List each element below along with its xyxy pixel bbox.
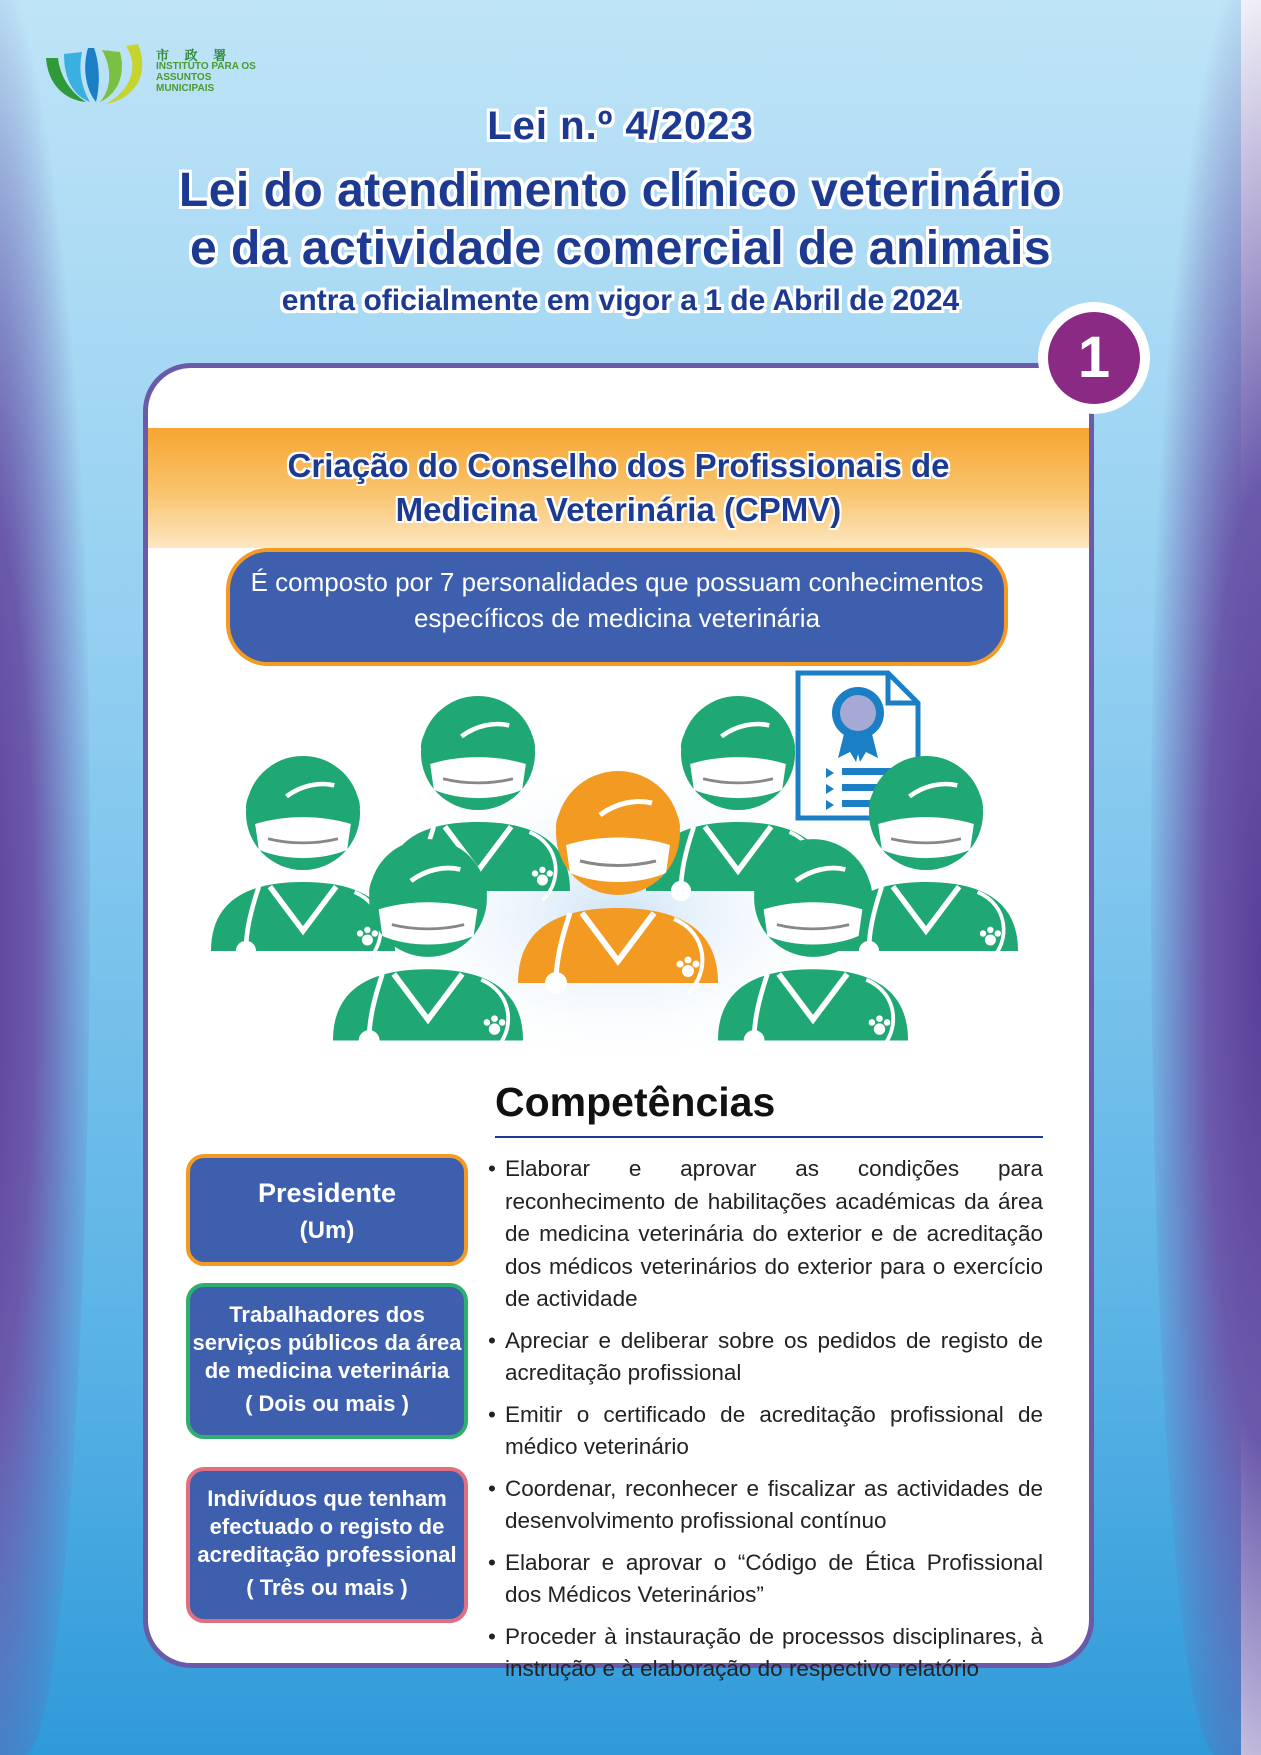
logo-pt-line2: ASSUNTOS MUNICIPAIS (156, 72, 215, 94)
role-public-workers (186, 1283, 468, 1439)
role-registered-line1: Indivíduos que tenham (207, 1486, 447, 1511)
effective-date-subtitle: entra oficialmente em vigor a 1 de Abril de 2024 (281, 284, 960, 317)
section-number: 1 (1048, 312, 1140, 404)
role-public-workers-line3: de medicina veterinária (204, 1358, 450, 1383)
veterinarians-illustration (158, 658, 1078, 1078)
role-registered-line2: efectuado o registo de (209, 1514, 445, 1539)
competency-item: • Apreciar e deliberar sobre os pedidos de registo de acreditação profissional (488, 1325, 1043, 1390)
logo-text (156, 50, 262, 94)
section-title (148, 444, 1089, 532)
composition-line2: específicos de medicina veterinária (413, 603, 821, 633)
role-president (186, 1154, 468, 1266)
law-title-line2: e da actividade comercial de animais (189, 222, 1052, 275)
logo-chinese-name: 市 政 署 (156, 48, 233, 63)
competencies-divider (495, 1136, 1043, 1138)
section-title-line1: Criação do Conselho dos Profissionais de (287, 447, 950, 484)
law-number: Lei n.º 4/2023 (487, 104, 754, 148)
competencies-title: Competências (495, 1079, 776, 1125)
section-title-line2: Medicina Veterinária (CPMV) (395, 491, 842, 528)
law-title (0, 162, 1241, 278)
competency-item: • Emitir o certificado de acreditação profissional de médico veterinário (488, 1399, 1043, 1464)
composition-box (226, 548, 1008, 666)
role-registered-individuals (186, 1467, 468, 1623)
role-registered-line3: acreditação professional (197, 1542, 457, 1567)
competency-item: • Elaborar e aprovar as condições para reconhecimento de habilitações académicas da área de medicina veterinária do exterior e de acreditação dos médicos veterinários do exterior para o exercício de actividade (488, 1153, 1043, 1316)
role-public-workers-line1: Trabalhadores dos (229, 1302, 425, 1327)
composition-line1: É composto por 7 personalidades que possuam conhecimentos (250, 567, 984, 597)
role-president-name: Presidente (257, 1178, 397, 1208)
competency-item: • Coordenar, reconhecer e fiscalizar as actividades de desenvolvimento profissional contínuo (488, 1473, 1043, 1538)
role-president-count: (Um) (299, 1217, 355, 1244)
logo-pt-line1: INSTITUTO PARA OS (156, 61, 256, 72)
role-public-workers-count: ( Dois ou mais ) (245, 1391, 409, 1416)
competency-item: • Proceder à instauração de processos disciplinares, à instrução e à elaboração do respectivo relatório (488, 1621, 1043, 1686)
competency-item: • Elaborar e aprovar o “Código de Ética Profissional dos Médicos Veterinários” (488, 1547, 1043, 1612)
section-number-badge (1038, 302, 1150, 414)
role-registered-count: ( Três ou mais ) (246, 1575, 408, 1600)
info-card (143, 363, 1094, 1681)
role-public-workers-line2: serviços públicos da área (192, 1330, 462, 1355)
law-title-line1: Lei do atendimento clínico veterinário (178, 164, 1063, 217)
competencies-list (488, 1153, 1043, 1695)
